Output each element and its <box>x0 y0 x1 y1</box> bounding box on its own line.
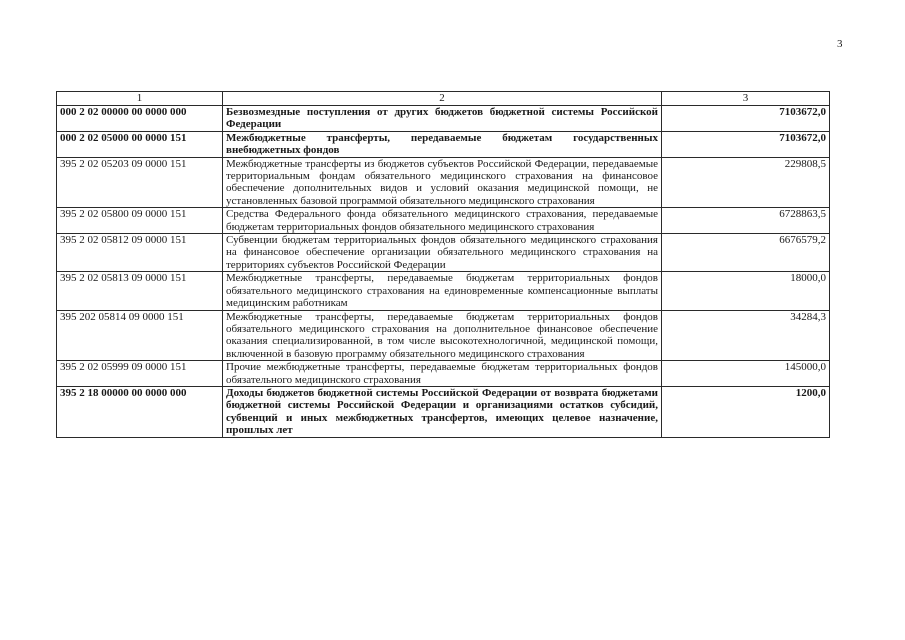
table-row <box>57 131 830 157</box>
budget-code: 395 2 18 00000 00 0000 000 <box>57 386 223 437</box>
budget-code: 395 2 02 05203 09 0000 151 <box>57 157 223 208</box>
amount: 1200,0 <box>662 386 830 437</box>
revenue-name: Средства Федерального фонда обязательного медицинского страхования, передаваемые бюджетам территориальных фондов обязательного медицинского страхования <box>223 208 662 234</box>
revenue-name: Безвозмездные поступления от других бюджетов бюджетной системы Российской Федерации <box>223 106 662 132</box>
table-row <box>57 157 830 208</box>
amount: 145000,0 <box>662 361 830 387</box>
amount: 6676579,2 <box>662 234 830 272</box>
table-row <box>57 361 830 387</box>
budget-revenue-table <box>56 91 830 438</box>
revenue-name: Межбюджетные трансферты, передаваемые бюджетам территориальных фондов обязательного медицинского страхования на единовременные компенсационные выплаты медицинским работникам <box>223 272 662 310</box>
table-row <box>57 272 830 310</box>
budget-code: 395 2 02 05812 09 0000 151 <box>57 234 223 272</box>
table-row <box>57 386 830 437</box>
amount: 7103672,0 <box>662 106 830 132</box>
revenue-name: Межбюджетные трансферты, передаваемые бюджетам территориальных фондов обязательного медицинского страхования на дополнительное финансовое обеспечение оказания специализированной, в том числе высокотехнологичной, медицинской помощи, включенной в базовую программу обязательного медицинского страхования <box>223 310 662 361</box>
column-header-code: 1 <box>57 92 223 106</box>
amount: 34284,3 <box>662 310 830 361</box>
revenue-name: Субвенции бюджетам территориальных фондов обязательного медицинского страхования на финансовое обеспечение организации обязательного медицинского страхования на территориях субъектов Российской Федерации <box>223 234 662 272</box>
table-row <box>57 310 830 361</box>
revenue-name: Доходы бюджетов бюджетной системы Российской Федерации от возврата бюджетами бюджетной системы Российской Федерации и организациями остатков субсидий, субвенций и иных межбюджетных трансфертов, имеющих целевое назначение, прошлых лет <box>223 386 662 437</box>
budget-code: 395 2 02 05800 09 0000 151 <box>57 208 223 234</box>
amount: 229808,5 <box>662 157 830 208</box>
page-number: 3 <box>837 38 843 50</box>
budget-code: 395 2 02 05813 09 0000 151 <box>57 272 223 310</box>
table-header-row <box>57 92 830 106</box>
revenue-name: Межбюджетные трансферты из бюджетов субъектов Российской Федерации, передаваемые территориальным фондам обязательного медицинского страхования на финансовое обеспечение дополнительных видов и условий оказания медицинской помощи, не установленных базовой программой обязательного медицинского страхования <box>223 157 662 208</box>
table-row <box>57 234 830 272</box>
budget-code: 395 2 02 05999 09 0000 151 <box>57 361 223 387</box>
column-header-amount: 3 <box>662 92 830 106</box>
revenue-name: Прочие межбюджетные трансферты, передаваемые бюджетам территориальных фондов обязательного медицинского страхования <box>223 361 662 387</box>
budget-code: 395 202 05814 09 0000 151 <box>57 310 223 361</box>
column-header-name: 2 <box>223 92 662 106</box>
revenue-name: Межбюджетные трансферты, передаваемые бюджетам государственных внебюджетных фондов <box>223 131 662 157</box>
budget-code: 000 2 02 00000 00 0000 000 <box>57 106 223 132</box>
amount: 18000,0 <box>662 272 830 310</box>
budget-code: 000 2 02 05000 00 0000 151 <box>57 131 223 157</box>
table-row <box>57 208 830 234</box>
amount: 6728863,5 <box>662 208 830 234</box>
table-row <box>57 106 830 132</box>
amount: 7103672,0 <box>662 131 830 157</box>
